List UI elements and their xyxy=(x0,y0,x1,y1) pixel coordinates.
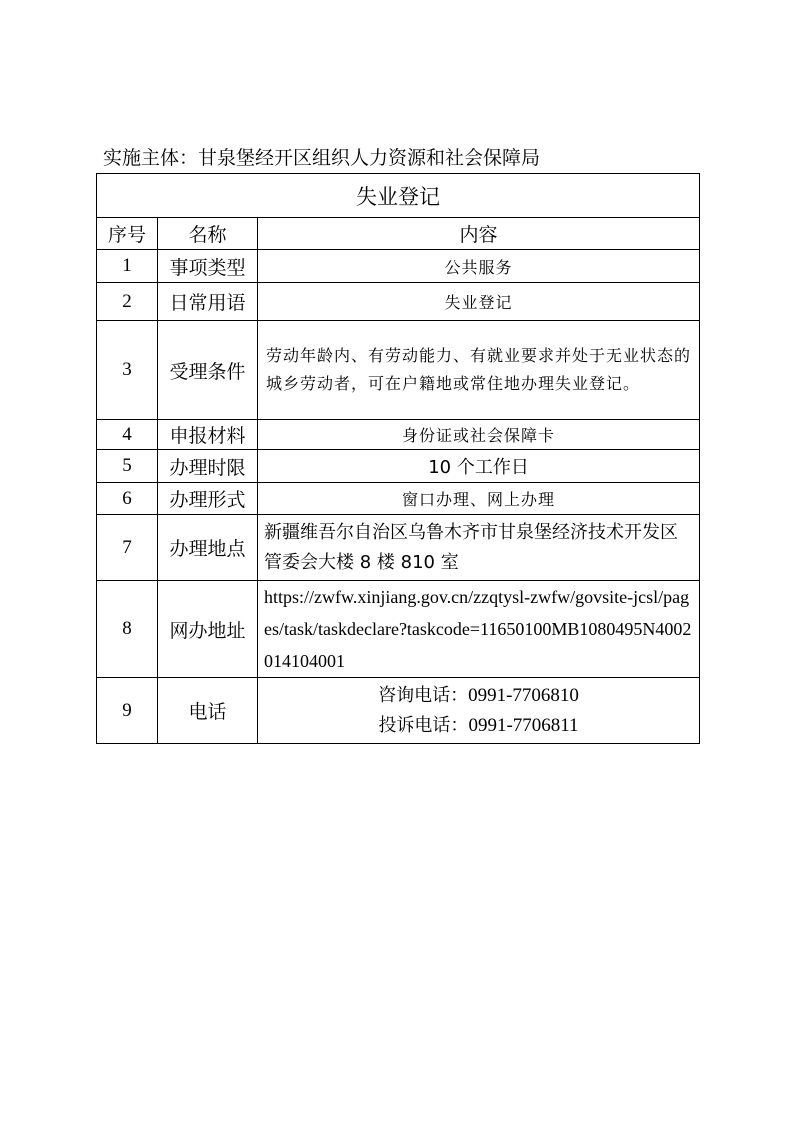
row-index: 8 xyxy=(97,581,158,678)
consult-phone-label: 咨询电话： xyxy=(378,684,469,706)
table-row xyxy=(97,678,700,744)
consult-phone-number: 0991-7706810 xyxy=(468,684,579,706)
row-index: 2 xyxy=(97,283,158,321)
row-name: 电话 xyxy=(158,678,258,744)
row-name: 网办地址 xyxy=(158,581,258,678)
row-name: 日常用语 xyxy=(158,283,258,321)
row-name: 受理条件 xyxy=(158,321,258,420)
table-title-row xyxy=(97,174,700,218)
row-index: 3 xyxy=(97,321,158,420)
header-content: 内容 xyxy=(258,218,700,250)
header-index: 序号 xyxy=(97,218,158,250)
row-content: 劳动年龄内、有劳动能力、有就业要求并处于无业状态的城乡劳动者，可在户籍地或常住地办理失业登记。 xyxy=(258,321,700,420)
row-index: 6 xyxy=(97,483,158,515)
complaint-phone-label: 投诉电话： xyxy=(378,714,469,736)
header-name: 名称 xyxy=(158,218,258,250)
row-name: 事项类型 xyxy=(158,250,258,283)
online-service-url[interactable]: https://zwfw.xinjiang.gov.cn/zzqtysl-zwfw/govsite-jcsl/pages/task/taskdeclare?taskcode=11650100MB1080495N4002014104001 xyxy=(258,581,700,678)
table-row xyxy=(97,283,700,321)
complaint-phone-number: 0991-7706811 xyxy=(468,714,579,736)
implementing-body: 实施主体：甘泉堡经开区组织人力资源和社会保障局 xyxy=(103,147,541,169)
row-name: 办理时限 xyxy=(158,450,258,483)
row-index: 7 xyxy=(97,515,158,581)
table-row xyxy=(97,483,700,515)
row-content: 失业登记 xyxy=(258,283,700,321)
row-content: 身份证或社会保障卡 xyxy=(258,420,700,450)
row-content: 窗口办理、网上办理 xyxy=(258,483,700,515)
table-row xyxy=(97,450,700,483)
row-name: 办理地点 xyxy=(158,515,258,581)
row-index: 4 xyxy=(97,420,158,450)
table-row xyxy=(97,581,700,678)
consult-phone xyxy=(258,681,699,711)
row-content: 10 个工作日 xyxy=(258,450,700,483)
row-index: 9 xyxy=(97,678,158,744)
table-row xyxy=(97,515,700,581)
table-row xyxy=(97,321,700,420)
row-name: 办理形式 xyxy=(158,483,258,515)
row-content: 公共服务 xyxy=(258,250,700,283)
table-header-row xyxy=(97,218,700,250)
phone-numbers xyxy=(258,678,700,744)
table-row xyxy=(97,250,700,283)
row-index: 1 xyxy=(97,250,158,283)
row-content: 新疆维吾尔自治区乌鲁木齐市甘泉堡经济技术开发区管委会大楼 8 楼 810 室 xyxy=(258,515,700,581)
row-index: 5 xyxy=(97,450,158,483)
service-info-table xyxy=(96,173,700,744)
table-row xyxy=(97,420,700,450)
complaint-phone xyxy=(258,711,699,741)
table-title: 失业登记 xyxy=(97,174,700,218)
row-name: 申报材料 xyxy=(158,420,258,450)
